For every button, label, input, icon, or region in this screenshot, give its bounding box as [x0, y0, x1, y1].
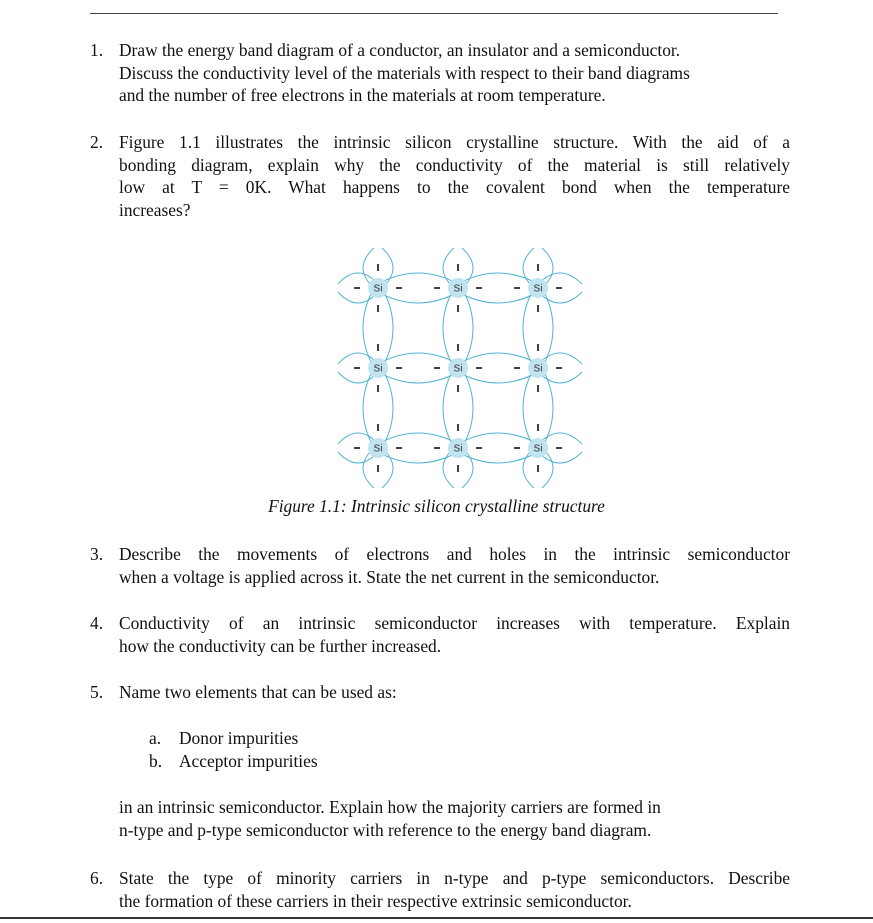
silicon-atom-label: Si	[373, 363, 383, 375]
covalent-bond	[462, 288, 473, 368]
followup-line: n-type and p-type semiconductor with reference to the energy band diagram.	[119, 819, 652, 840]
silicon-atom-label: Si	[373, 283, 383, 295]
question-text	[119, 612, 790, 657]
silicon-atom-label: Si	[373, 443, 383, 455]
question-line: the formation of these carriers in their respective extrinsic semiconductor.	[119, 890, 632, 911]
question-line: State the type of minority carriers in n-type and p-type semiconductors. Describe	[119, 868, 790, 888]
covalent-bond	[378, 353, 458, 364]
subitem-text: Donor impurities	[179, 728, 299, 748]
silicon-atom-label: Si	[533, 443, 543, 455]
followup-line: in an intrinsic semiconductor. Explain how the majority carriers are formed in	[119, 797, 661, 817]
covalent-bond	[363, 368, 374, 448]
covalent-bond	[378, 292, 458, 303]
question-number: 4.	[90, 613, 104, 633]
question-4	[90, 612, 790, 657]
question-line: Discuss the conductivity level of the materials with respect to their band diagrams	[119, 62, 690, 83]
question-number: 3.	[90, 544, 104, 564]
question-number: 1.	[90, 40, 104, 60]
question-1	[90, 39, 790, 107]
question-number: 5.	[90, 682, 104, 702]
question-line: Conductivity of an intrinsic semiconductor increases with temperature. Explain	[119, 613, 790, 633]
covalent-bond	[382, 368, 393, 448]
question-line: bonding diagram, explain why the conductivity of the material is still relatively	[119, 154, 790, 175]
question-line: Name two elements that can be used as:	[119, 682, 397, 702]
question-line: Describe the movements of electrons and holes in the intrinsic semiconductor	[119, 544, 790, 564]
covalent-bond	[458, 372, 538, 383]
question-number: 2.	[90, 132, 104, 152]
question-text	[119, 39, 790, 107]
figure-caption: Figure 1.1: Intrinsic silicon crystalline structure	[268, 496, 605, 516]
question-text	[119, 131, 790, 221]
covalent-bond	[542, 368, 553, 448]
covalent-bond	[443, 368, 454, 448]
covalent-bond	[363, 288, 374, 368]
question-text	[119, 867, 790, 912]
covalent-bond	[523, 368, 534, 448]
covalent-bond	[523, 288, 534, 368]
covalent-bond	[458, 292, 538, 303]
bottom-rule	[0, 917, 873, 919]
silicon-atom-label: Si	[533, 283, 543, 295]
silicon-atom-label: Si	[453, 443, 463, 455]
subitem-letter: b.	[149, 751, 163, 771]
covalent-bond	[458, 433, 538, 444]
silicon-lattice-figure	[330, 240, 590, 490]
subitem-text: Acceptor impurities	[179, 751, 318, 771]
question-number: 6.	[90, 868, 104, 888]
question-line: how the conductivity can be further increased.	[119, 635, 442, 656]
question-line: low at T = 0K. What happens to the covalent bond when the temperature	[119, 177, 790, 197]
covalent-bond	[462, 368, 473, 448]
covalent-bond	[378, 372, 458, 383]
question-3	[90, 543, 790, 588]
question-text	[119, 681, 790, 704]
covalent-bond	[382, 288, 393, 368]
question-line: increases?	[119, 199, 191, 220]
covalent-bond	[378, 433, 458, 444]
question-text	[119, 543, 790, 588]
question-6	[90, 867, 790, 912]
silicon-atom-label: Si	[453, 363, 463, 375]
question-line: Draw the energy band diagram of a conductor, an insulator and a semiconductor.	[119, 40, 681, 60]
silicon-atom-label: Si	[533, 363, 543, 375]
silicon-atom-label: Si	[453, 283, 463, 295]
top-rule	[90, 13, 778, 14]
covalent-bond	[542, 288, 553, 368]
question-5	[90, 681, 790, 704]
covalent-bond	[443, 288, 454, 368]
covalent-bond	[458, 353, 538, 364]
question-line: and the number of free electrons in the materials at room temperature.	[119, 85, 606, 105]
question-2	[90, 131, 790, 221]
question-line: when a voltage is applied across it. State the net current in the semiconductor.	[119, 566, 660, 587]
question-line: Figure 1.1 illustrates the intrinsic silicon crystalline structure. With the aid of a	[119, 132, 790, 152]
subitem-letter: a.	[149, 728, 162, 748]
question-5-followup	[119, 796, 819, 841]
